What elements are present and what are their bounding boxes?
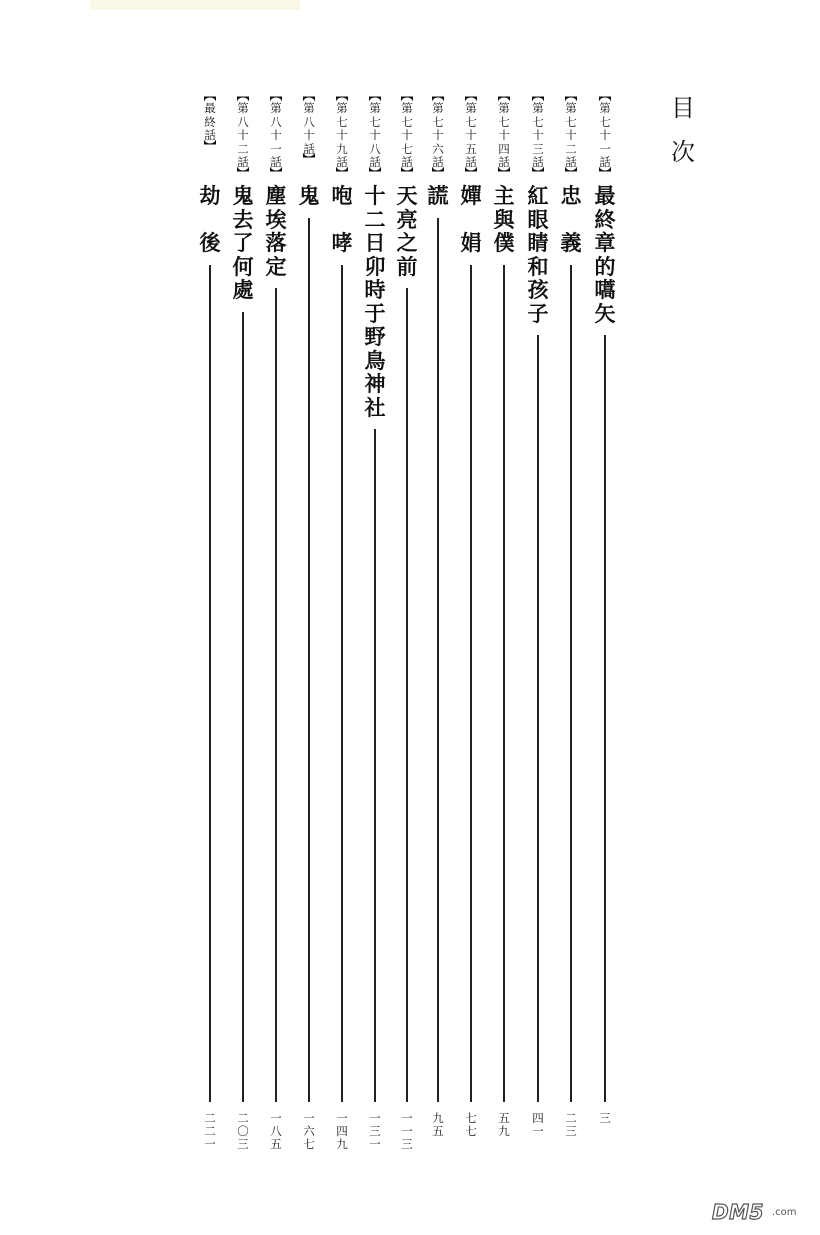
page-number-char: 一 xyxy=(270,1111,282,1125)
toc-entry xyxy=(230,89,256,1162)
chapter-number-char: 話 xyxy=(204,128,216,142)
chapter-number-tag xyxy=(592,89,618,182)
leader-line xyxy=(470,265,472,1103)
page-number-char: 四 xyxy=(336,1124,348,1138)
leader-line xyxy=(604,335,606,1102)
chapter-title-char: 處 xyxy=(232,277,254,302)
page-number-char: 二 xyxy=(237,1111,249,1125)
page-number-char: 一 xyxy=(303,1111,315,1125)
chapter-number-char: 七 xyxy=(465,114,477,129)
chapter-number-tag xyxy=(230,89,256,182)
page-number-char: 七 xyxy=(303,1137,315,1151)
chapter-number-char: 話 xyxy=(336,155,348,169)
chapter-number-char: 八 xyxy=(369,141,381,156)
chapter-title xyxy=(362,184,388,419)
chapter-title-char xyxy=(197,208,223,232)
chapter-title-char: 和 xyxy=(527,253,549,279)
chapter-title-char xyxy=(558,208,584,232)
bracket-close-icon: ︼ xyxy=(236,166,250,182)
chapter-number-char: 七 xyxy=(401,114,413,129)
chapter-title-char: 卯 xyxy=(364,253,386,279)
chapter-number-char: 七 xyxy=(532,114,544,129)
chapter-title-char: 睛 xyxy=(527,230,549,255)
chapter-title-char: 鬼 xyxy=(298,183,320,208)
leader-line xyxy=(374,429,376,1102)
page-number-char: 二 xyxy=(204,1124,216,1138)
leader-line xyxy=(308,218,310,1103)
page-number xyxy=(362,1112,388,1151)
bracket-close-icon: ︼ xyxy=(497,166,511,182)
page-number xyxy=(458,1112,484,1138)
bracket-open-icon: ︻ xyxy=(497,89,511,104)
chapter-title-char: 劫 xyxy=(199,183,221,208)
bracket-open-icon: ︻ xyxy=(335,89,349,104)
bracket-open-icon: ︻ xyxy=(431,89,445,104)
chapter-title-char: 亮 xyxy=(396,206,418,232)
page-number xyxy=(558,1112,584,1138)
chapter-title-char: 與 xyxy=(493,206,515,232)
chapter-number-char: 七 xyxy=(336,114,348,129)
chapter-number-char: 十 xyxy=(401,128,413,142)
chapter-number-char: 十 xyxy=(565,128,577,142)
chapter-title-char xyxy=(329,208,355,232)
toc-entry xyxy=(394,89,420,1162)
chapter-number-char: 第 xyxy=(498,101,510,115)
page-number-char: 五 xyxy=(432,1124,444,1138)
watermark-suffix: .com xyxy=(772,1207,797,1218)
page-number-char: 三 xyxy=(401,1137,413,1151)
bracket-close-icon: ︼ xyxy=(203,139,217,155)
toc-entry xyxy=(329,89,355,1162)
page-number-char: 五 xyxy=(270,1137,282,1151)
page-number-char: 一 xyxy=(204,1137,216,1151)
chapter-number-char: 話 xyxy=(565,155,577,169)
chapter-title xyxy=(425,184,451,208)
chapter-title-char: 野 xyxy=(364,324,386,349)
chapter-number-char: 十 xyxy=(237,128,249,142)
chapter-number-char: 話 xyxy=(270,155,282,169)
chapter-number-char: 十 xyxy=(532,128,544,142)
page-number-char: 一 xyxy=(336,1111,348,1125)
chapter-number-char: 三 xyxy=(532,141,544,156)
chapter-number-char: 話 xyxy=(498,155,510,169)
chapter-number-char: 話 xyxy=(237,155,249,169)
bracket-open-icon: ︻ xyxy=(302,89,316,104)
chapter-title-char: 忠 xyxy=(560,183,582,208)
chapter-number-char: 六 xyxy=(432,141,444,156)
chapter-number-char: 十 xyxy=(270,128,282,142)
chapter-title-char: 謊 xyxy=(427,183,449,208)
leader-line xyxy=(242,312,244,1103)
chapter-title-char xyxy=(458,208,484,232)
chapter-number-char: 四 xyxy=(498,141,510,156)
toc-entry xyxy=(491,89,517,1162)
chapter-title-char: 後 xyxy=(199,230,221,255)
toc-entry xyxy=(197,89,223,1162)
chapter-title-char: 子 xyxy=(527,300,549,326)
bracket-close-icon: ︼ xyxy=(598,166,612,182)
chapter-title xyxy=(525,184,551,325)
chapter-number-char: 終 xyxy=(204,114,216,129)
bracket-close-icon: ︼ xyxy=(464,166,478,182)
chapter-number-tag xyxy=(525,89,551,182)
leader-line xyxy=(503,265,505,1103)
chapter-title xyxy=(458,184,484,255)
chapter-number-char: 八 xyxy=(237,114,249,129)
chapter-number-char: 十 xyxy=(465,128,477,142)
chapter-number-char: 話 xyxy=(465,155,477,169)
chapter-number-char: 第 xyxy=(532,101,544,115)
bracket-open-icon: ︻ xyxy=(368,89,382,104)
chapter-number-tag xyxy=(296,89,322,168)
leader-line xyxy=(570,265,572,1103)
chapter-number-char: 十 xyxy=(336,128,348,142)
chapter-title-char: 時 xyxy=(364,277,386,302)
page-number-char: 九 xyxy=(336,1137,348,1151)
bracket-close-icon: ︼ xyxy=(531,166,545,182)
page-number-char: 一 xyxy=(369,1137,381,1151)
chapter-title-char: 娟 xyxy=(460,230,482,255)
page-number-char: 七 xyxy=(465,1124,477,1138)
leader-line xyxy=(341,265,343,1103)
chapter-number-char: 十 xyxy=(303,128,315,142)
chapter-number-char: 七 xyxy=(498,114,510,129)
chapter-number-tag xyxy=(425,89,451,182)
chapter-number-char: 最 xyxy=(204,101,216,115)
page-number-char: 一 xyxy=(369,1111,381,1125)
bracket-close-icon: ︼ xyxy=(564,166,578,182)
leader-line xyxy=(275,288,277,1102)
chapter-number-char: 七 xyxy=(432,114,444,129)
page-number-char: 二 xyxy=(204,1111,216,1125)
chapter-number-tag xyxy=(197,89,223,155)
page-number xyxy=(394,1112,420,1151)
chapter-number-char: 第 xyxy=(336,101,348,115)
chapter-title xyxy=(558,184,584,255)
chapter-title xyxy=(394,184,420,278)
chapter-title-char: 落 xyxy=(265,230,287,255)
leader-line xyxy=(537,335,539,1102)
chapter-title xyxy=(230,184,256,302)
page-number xyxy=(296,1112,322,1151)
bracket-open-icon: ︻ xyxy=(598,89,612,104)
leader-line xyxy=(406,288,408,1102)
chapter-title-char: 定 xyxy=(265,253,287,279)
toc-entry xyxy=(558,89,584,1162)
chapter-number-char: 第 xyxy=(565,101,577,115)
chapter-number-char: 話 xyxy=(532,155,544,169)
chapter-number-char: 十 xyxy=(599,128,611,142)
chapter-number-char: 十 xyxy=(369,128,381,142)
watermark-text: DM5 xyxy=(712,1200,764,1224)
leader-line xyxy=(437,218,439,1103)
leader-line xyxy=(209,265,211,1103)
page-number xyxy=(197,1112,223,1151)
toc-heading-char: 目 xyxy=(671,94,695,122)
chapter-number-char: 九 xyxy=(336,141,348,156)
chapter-title-char: 咆 xyxy=(331,183,353,208)
chapter-title-char: 何 xyxy=(232,253,254,279)
chapter-title-char: 義 xyxy=(560,230,582,255)
chapter-number-char: 話 xyxy=(599,155,611,169)
bracket-open-icon: ︻ xyxy=(564,89,578,104)
chapter-number-char: 第 xyxy=(432,101,444,115)
page-number-char: 三 xyxy=(565,1124,577,1138)
chapter-number-char: 話 xyxy=(303,141,315,156)
chapter-title-char: 紅 xyxy=(527,183,549,208)
toc-entry xyxy=(362,89,388,1162)
chapter-number-char: 一 xyxy=(599,141,611,156)
page-number-char: 九 xyxy=(432,1111,444,1125)
chapter-title-char: 孩 xyxy=(527,277,549,302)
chapter-title xyxy=(296,184,322,208)
chapter-title-char: 的 xyxy=(594,253,616,279)
chapter-number-tag xyxy=(491,89,517,182)
chapter-number-char: 話 xyxy=(369,155,381,169)
chapter-title-char: 神 xyxy=(364,371,386,396)
chapter-number-char: 第 xyxy=(303,101,315,115)
chapter-number-char: 第 xyxy=(237,101,249,115)
chapter-number-tag xyxy=(558,89,584,182)
bracket-close-icon: ︼ xyxy=(368,166,382,182)
toc-heading-char: 次 xyxy=(671,138,695,166)
page-number xyxy=(230,1112,256,1151)
bracket-close-icon: ︼ xyxy=(302,153,316,168)
page-number xyxy=(525,1112,551,1138)
chapter-number-char: 五 xyxy=(465,141,477,156)
chapter-title xyxy=(491,184,517,255)
chapter-number-char: 第 xyxy=(599,101,611,115)
page-number-char: 一 xyxy=(401,1124,413,1138)
chapter-title xyxy=(263,184,289,278)
chapter-title-char: 矢 xyxy=(594,300,616,326)
chapter-number-char: 話 xyxy=(432,155,444,169)
page-number-char: 五 xyxy=(498,1111,510,1125)
toc-entry xyxy=(425,89,451,1162)
chapter-number-char: 二 xyxy=(237,141,249,156)
page-number xyxy=(425,1112,451,1138)
page-number xyxy=(263,1112,289,1151)
chapter-title-char: 于 xyxy=(364,300,386,326)
chapter-title xyxy=(329,184,355,255)
chapter-title-char: 眼 xyxy=(527,206,549,232)
page-number-char: 三 xyxy=(599,1111,611,1125)
chapter-number-char: 第 xyxy=(270,101,282,115)
chapter-number-char: 七 xyxy=(565,114,577,129)
chapter-number-char: 七 xyxy=(599,114,611,129)
bracket-open-icon: ︻ xyxy=(269,89,283,104)
bracket-close-icon: ︼ xyxy=(335,166,349,182)
page-number-char: 二 xyxy=(565,1111,577,1125)
chapter-number-char: 七 xyxy=(401,141,413,156)
chapter-number-char: 十 xyxy=(498,128,510,142)
site-watermark-logo xyxy=(712,1200,812,1226)
chapter-number-char: 八 xyxy=(303,114,315,129)
chapter-number-char: 第 xyxy=(465,101,477,115)
page-number xyxy=(329,1112,355,1151)
chapter-title-char: 天 xyxy=(396,183,418,208)
bracket-open-icon: ︻ xyxy=(531,89,545,104)
page-number-char: 一 xyxy=(401,1111,413,1125)
chapter-number-char: 第 xyxy=(401,101,413,115)
chapter-title xyxy=(592,184,618,325)
toc-entry xyxy=(525,89,551,1162)
chapter-number-tag xyxy=(362,89,388,182)
page-number-char: 四 xyxy=(532,1111,544,1125)
chapter-title-char: 嬋 xyxy=(460,183,482,208)
chapter-title-char: 最 xyxy=(594,183,616,208)
chapter-number-tag xyxy=(263,89,289,182)
chapter-number-char: 一 xyxy=(270,141,282,156)
chapter-number-char: 二 xyxy=(565,141,577,156)
chapter-title-char: 終 xyxy=(594,206,616,232)
chapter-title-char: 章 xyxy=(594,230,616,255)
page-number-char: 三 xyxy=(369,1124,381,1138)
bracket-open-icon: ︻ xyxy=(464,89,478,104)
chapter-title-char: 了 xyxy=(232,230,254,255)
chapter-title-char: 十 xyxy=(364,183,386,208)
chapter-title-char: 之 xyxy=(396,230,418,255)
chapter-title-char: 僕 xyxy=(493,230,515,255)
chapter-number-tag xyxy=(329,89,355,182)
page-number-char: 三 xyxy=(237,1137,249,1151)
chapter-title-char: 鬼 xyxy=(232,183,254,208)
page-number-char: 一 xyxy=(532,1124,544,1138)
chapter-number-tag xyxy=(458,89,484,182)
chapter-title-char: 社 xyxy=(364,394,386,420)
page-number-char: 六 xyxy=(303,1124,315,1138)
chapter-title-char: 哮 xyxy=(331,230,353,255)
chapter-number-tag xyxy=(394,89,420,182)
toc-entry xyxy=(458,89,484,1162)
chapter-number-char: 話 xyxy=(401,155,413,169)
page-number-char: 八 xyxy=(270,1124,282,1138)
toc-entry xyxy=(592,89,618,1162)
chapter-title-char: 埃 xyxy=(265,206,287,232)
chapter-title-char: 塵 xyxy=(265,183,287,208)
bracket-close-icon: ︼ xyxy=(269,166,283,182)
bracket-close-icon: ︼ xyxy=(400,166,414,182)
page-number-char: 七 xyxy=(465,1111,477,1125)
bracket-open-icon: ︻ xyxy=(203,89,217,104)
toc-heading xyxy=(668,86,698,174)
chapter-title-char: 二 xyxy=(364,206,386,232)
toc-entry xyxy=(263,89,289,1162)
toc-entry xyxy=(296,89,322,1162)
page-number-char: 九 xyxy=(498,1124,510,1138)
chapter-title-char: 前 xyxy=(396,253,418,279)
chapter-number-char: 七 xyxy=(369,114,381,129)
page-number xyxy=(491,1112,517,1138)
page-number-char: 〇 xyxy=(237,1124,249,1138)
chapter-title-char: 鳥 xyxy=(364,347,386,373)
chapter-title-char: 嚆 xyxy=(594,277,616,302)
chapter-title-char: 去 xyxy=(232,206,254,232)
bracket-close-icon: ︼ xyxy=(431,166,445,182)
bracket-open-icon: ︻ xyxy=(236,89,250,104)
chapter-title-char: 主 xyxy=(493,183,515,208)
chapter-number-char: 第 xyxy=(369,101,381,115)
bracket-open-icon: ︻ xyxy=(400,89,414,104)
chapter-number-char: 十 xyxy=(432,128,444,142)
chapter-title xyxy=(197,184,223,255)
chapter-title-char: 日 xyxy=(364,230,386,255)
page-number xyxy=(592,1112,618,1125)
chapter-number-char: 八 xyxy=(270,114,282,129)
scan-edge-strip xyxy=(90,0,300,10)
